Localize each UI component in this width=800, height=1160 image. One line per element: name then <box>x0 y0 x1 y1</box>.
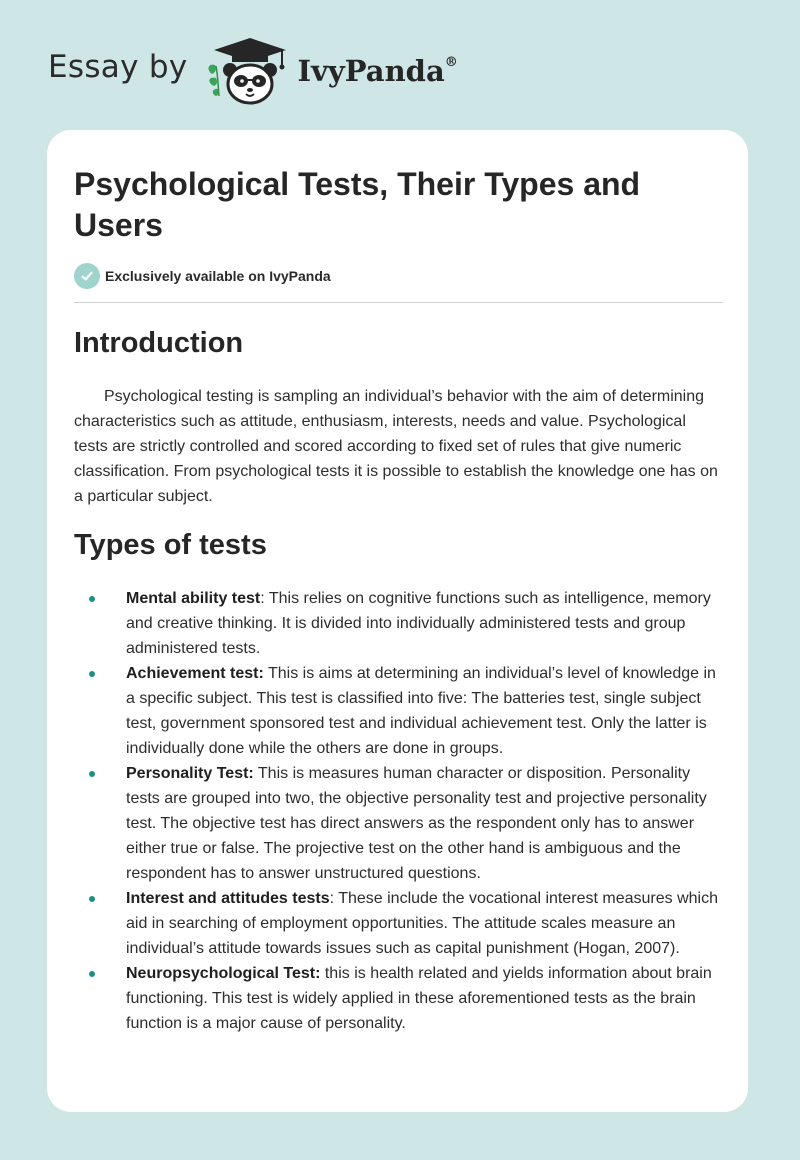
list-item-term: Neuropsychological Test: <box>126 965 321 982</box>
list-item-term: Personality Test: <box>126 765 254 782</box>
introduction-paragraph: Psychological testing is sampling an individual’s behavior with the aim of determining characteristics such as attitude, enthusiasm, interests, needs and value. Psychological tests are strictly controlled and scored according to fixed set of rules that give numeric classification. From psychological tests it is possible to establish the knowledge one has on a particular subject. <box>74 388 718 505</box>
bullet-icon <box>89 896 95 902</box>
bullet-icon <box>89 671 95 677</box>
list-item <box>74 661 724 761</box>
test-types-list <box>74 586 724 1036</box>
list-item-term: Mental ability test <box>126 590 261 607</box>
list-item <box>74 961 724 1036</box>
list-item-text: This is aims at determining an individual’s level of knowledge in a specific subject. This test is classified into five: The batteries test, single subject test, government sponsored test and individual achievement test. Only the latter is individually done while the others are done in groups. <box>126 665 716 757</box>
list-item <box>74 586 724 661</box>
list-item-term: Interest and attitudes tests <box>126 890 330 907</box>
types-heading: Types of tests <box>74 529 267 561</box>
list-item <box>74 761 724 886</box>
check-circle-icon <box>74 263 100 289</box>
page-title: Psychological Tests, Their Types and Users <box>74 166 641 243</box>
site-header <box>48 36 458 106</box>
bullet-icon <box>89 771 95 777</box>
brand-text: IvyPanda <box>297 54 445 88</box>
registered-mark: ® <box>444 55 458 71</box>
list-item <box>74 886 724 961</box>
title-divider <box>74 302 723 303</box>
list-item-text: : This relies on cognitive functions such as intelligence, memory and creative thinking. It is divided into individually administered tests and group administered tests. <box>126 590 711 657</box>
bullet-icon <box>89 596 95 602</box>
list-item-term: Achievement test: <box>126 665 264 682</box>
list-item-text: This is measures human character or disposition. Personality tests are grouped into two, the objective personality test and projective personality test. The objective test has direct answers as the respondent only has to answer either true or false. The projective test on the other hand is ambiguous and the respondent has to answer unstructured questions. <box>126 765 707 882</box>
introduction-heading: Introduction <box>74 327 244 359</box>
essay-card <box>47 130 748 1112</box>
brand-name[interactable] <box>298 54 458 88</box>
bullet-icon <box>89 971 95 977</box>
list-item-text: this is health related and yields information about brain functioning. This test is widely applied in these aforementioned tests as the brain function is a major cause of personality. <box>126 965 712 1032</box>
essay-by-label: Essay by <box>48 49 188 85</box>
exclusive-badge-label: Exclusively available on IvyPanda <box>105 268 331 284</box>
exclusive-badge <box>74 263 331 289</box>
list-item-text: : These include the vocational interest measures which aid in searching of employment opportunities. The attitude scales measure an individual’s attitude towards issues such as capital punishment (Hogan, 2007). <box>126 890 718 957</box>
panda-logo-icon[interactable] <box>202 36 294 106</box>
